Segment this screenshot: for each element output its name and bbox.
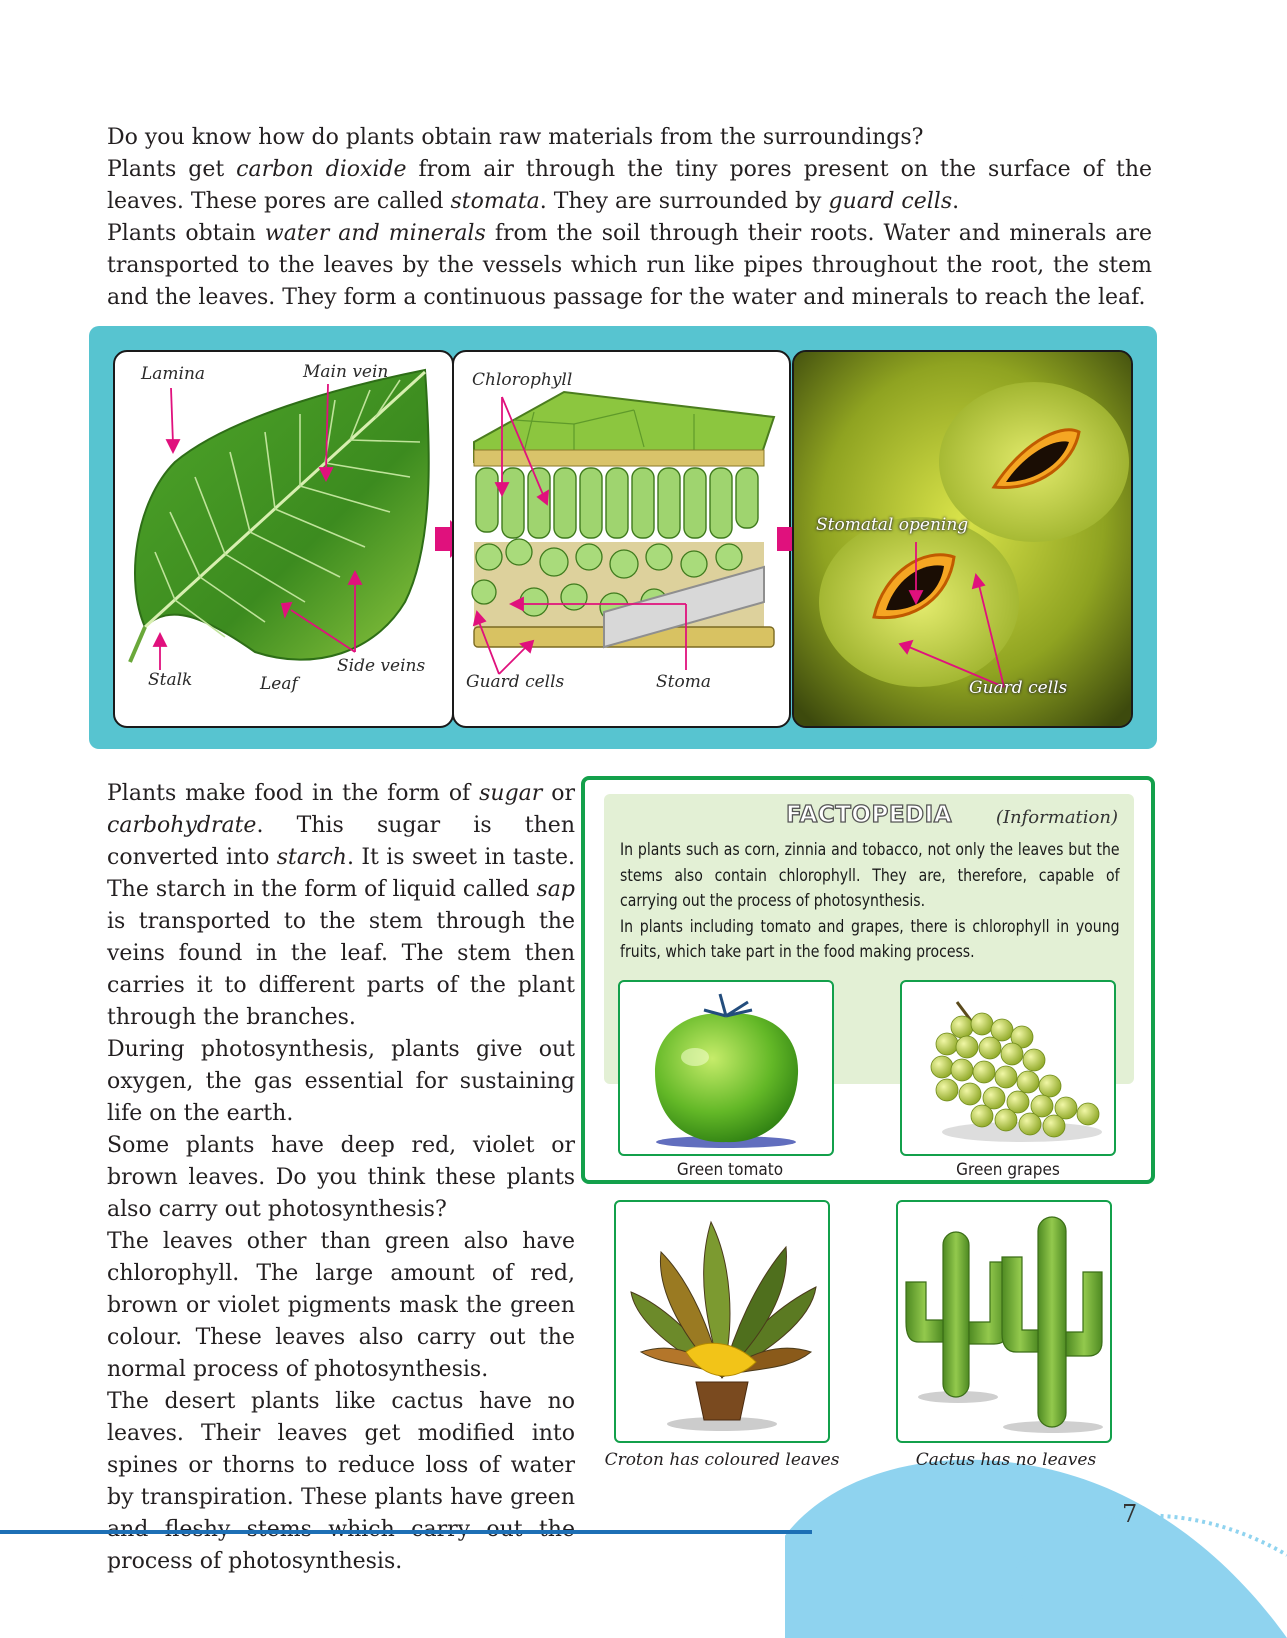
- leaf-panel: [113, 350, 454, 728]
- caption-cactus: Cactus has no leaves: [915, 1450, 1097, 1470]
- factopedia-box: [581, 776, 1155, 1184]
- cross-section-panel: [452, 350, 791, 728]
- label-guard-cells-stoma: Guard cells: [969, 678, 1068, 698]
- photo-cactus: [896, 1200, 1112, 1443]
- grapes-image: [902, 982, 1114, 1154]
- croton-image: [616, 1202, 828, 1441]
- tomato-image: [620, 982, 832, 1154]
- label-stalk: Stalk: [148, 670, 193, 690]
- factopedia-title: FACTOPEDIA: [785, 802, 952, 828]
- left-column-text: [107, 778, 575, 1578]
- cross-section-illustration: [454, 352, 789, 726]
- caption-green-tomato: Green tomato: [676, 1160, 784, 1180]
- intro-text: [107, 122, 1152, 314]
- label-stomatal-opening: Stomatal opening: [816, 515, 969, 535]
- left-p2: During photosynthesis, plants give out oxygen, the gas essential for sustaining life on the earth.: [107, 1037, 575, 1126]
- intro-p2: Plants obtain water and minerals from the soil through their roots. Water and minerals are transported to the leaves by the vessels which run like pipes throughout the root, the stem and the leaves. They form a continuous passage for the water and minerals to reach the leaf.: [107, 221, 1153, 310]
- left-p4: The leaves other than green also have chlorophyll. The large amount of red, brown or violet pigments mask the green colour. These leaves also carry out the normal process of photosynthesis.: [107, 1229, 575, 1382]
- left-p1: Plants make food in the form of sugar or carbohydrate. This sugar is then converted into starch. It is sweet in taste. The starch in the form of liquid called sap is transported to the stem through the veins found in the leaf. The stem then carries it to different parts of the plant through the branches.: [107, 781, 576, 1030]
- factopedia-text: [620, 838, 1120, 966]
- label-main-vein: Main vein: [303, 362, 389, 382]
- caption-green-grapes: Green grapes: [956, 1160, 1060, 1180]
- left-p3: Some plants have deep red, violet or brown leaves. Do you think these plants also carry out photosynthesis?: [107, 1133, 575, 1222]
- leaf-diagram: [89, 326, 1157, 749]
- caption-croton: Croton has coloured leaves: [604, 1450, 840, 1470]
- arrow-right-2: [777, 527, 793, 551]
- footer-rule: [0, 1530, 812, 1534]
- intro-p1: Plants get carbon dioxide from air through the tiny pores present on the surface of the leaves. These pores are called stomata. They are surrounded by guard cells.: [107, 157, 1153, 214]
- label-guard-cells-section: Guard cells: [466, 672, 565, 692]
- cactus-image: [898, 1202, 1110, 1441]
- decorative-wave: [765, 1455, 1287, 1638]
- arrow-right-1: [435, 527, 451, 551]
- factopedia-p2: In plants including tomato and grapes, there is chlorophyll in young fruits, which take part in the food making process.: [620, 916, 1120, 962]
- label-stoma: Stoma: [656, 672, 711, 692]
- label-chlorophyll: Chlorophyll: [472, 370, 573, 390]
- label-lamina: Lamina: [141, 364, 206, 384]
- stoma-illustration: [794, 352, 1131, 726]
- intro-question: Do you know how do plants obtain raw materials from the surroundings?: [107, 125, 924, 150]
- label-side-veins: Side veins: [337, 656, 426, 676]
- left-p5: The desert plants like cactus have no leaves. Their leaves get modified into spines or thorns to reduce loss of water by transpiration. These plants have green process of photosynthesis.: [107, 1389, 575, 1574]
- label-leaf: Leaf: [260, 674, 298, 694]
- factopedia-subtitle: (Information): [995, 807, 1118, 828]
- page-number: 7: [1122, 1500, 1138, 1528]
- stoma-panel: [792, 350, 1133, 728]
- photo-croton: [614, 1200, 830, 1443]
- photo-green-grapes: [900, 980, 1116, 1156]
- photo-green-tomato: [618, 980, 834, 1156]
- factopedia-p1: In plants such as corn, zinnia and tobacco, not only the leaves but the stems also contain chlorophyll. They are, therefore, capable of carrying out the process of photosynthesis.: [620, 840, 1120, 911]
